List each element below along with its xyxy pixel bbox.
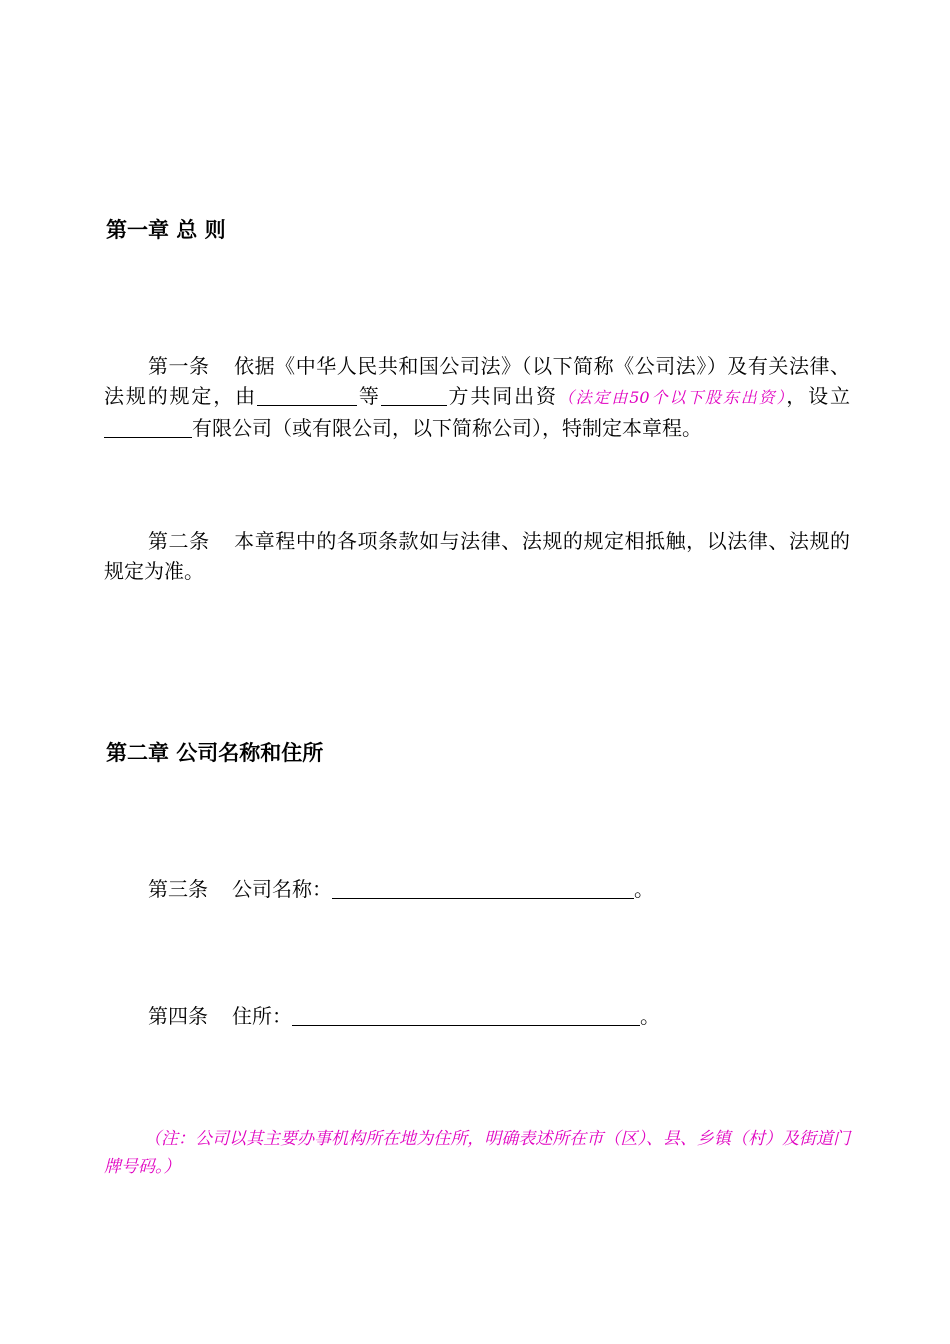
address-field <box>292 1005 640 1026</box>
article-1-label: 第一条 <box>148 354 210 378</box>
article-2 <box>104 526 850 586</box>
address-footnote: （注：公司以其主要办事机构所在地为住所，明确表述所在市（区）、县、乡镇（村）及街道门牌号码。） <box>104 1129 850 1177</box>
chapter-1-title: 第一章 总 则 <box>106 218 226 242</box>
article-4-label: 第四条 <box>148 1004 208 1028</box>
article-1-note: （法定由50个以下股东出资） <box>557 388 787 407</box>
article-3-field-label: 公司名称： <box>232 877 332 901</box>
article-1-text-d: ，设立 <box>786 384 851 408</box>
company-name-field <box>332 878 634 899</box>
article-1-text-a: 依据《中华人民共和国公司法》（以下简称《公司法》）及有关法律、法规的规定，由 <box>104 354 851 408</box>
article-4-field-label: 住所： <box>232 1004 292 1028</box>
article-1-text-e: 有限公司（或有限公司，以下简称公司），特制定本章程。 <box>192 416 702 440</box>
article-2-label: 第二条 <box>148 529 210 553</box>
article-4 <box>148 1001 660 1031</box>
shareholder-blank <box>257 385 357 406</box>
article-4-end: 。 <box>640 1004 660 1028</box>
article-1-text-b: 等 <box>356 384 381 408</box>
article-3-label: 第三条 <box>148 877 208 901</box>
article-3-end: 。 <box>634 877 654 901</box>
article-1 <box>104 351 850 443</box>
article-3 <box>148 874 654 904</box>
company-name-blank <box>104 417 192 438</box>
party-count-blank <box>381 385 447 406</box>
chapter-2-title: 第二章 公司名称和住所 <box>106 741 324 765</box>
article-1-text-c: 方共同出资 <box>446 384 558 408</box>
article-2-text: 本章程中的各项条款如与法律、法规的规定相抵触，以法律、法规的规定为准。 <box>104 529 851 583</box>
